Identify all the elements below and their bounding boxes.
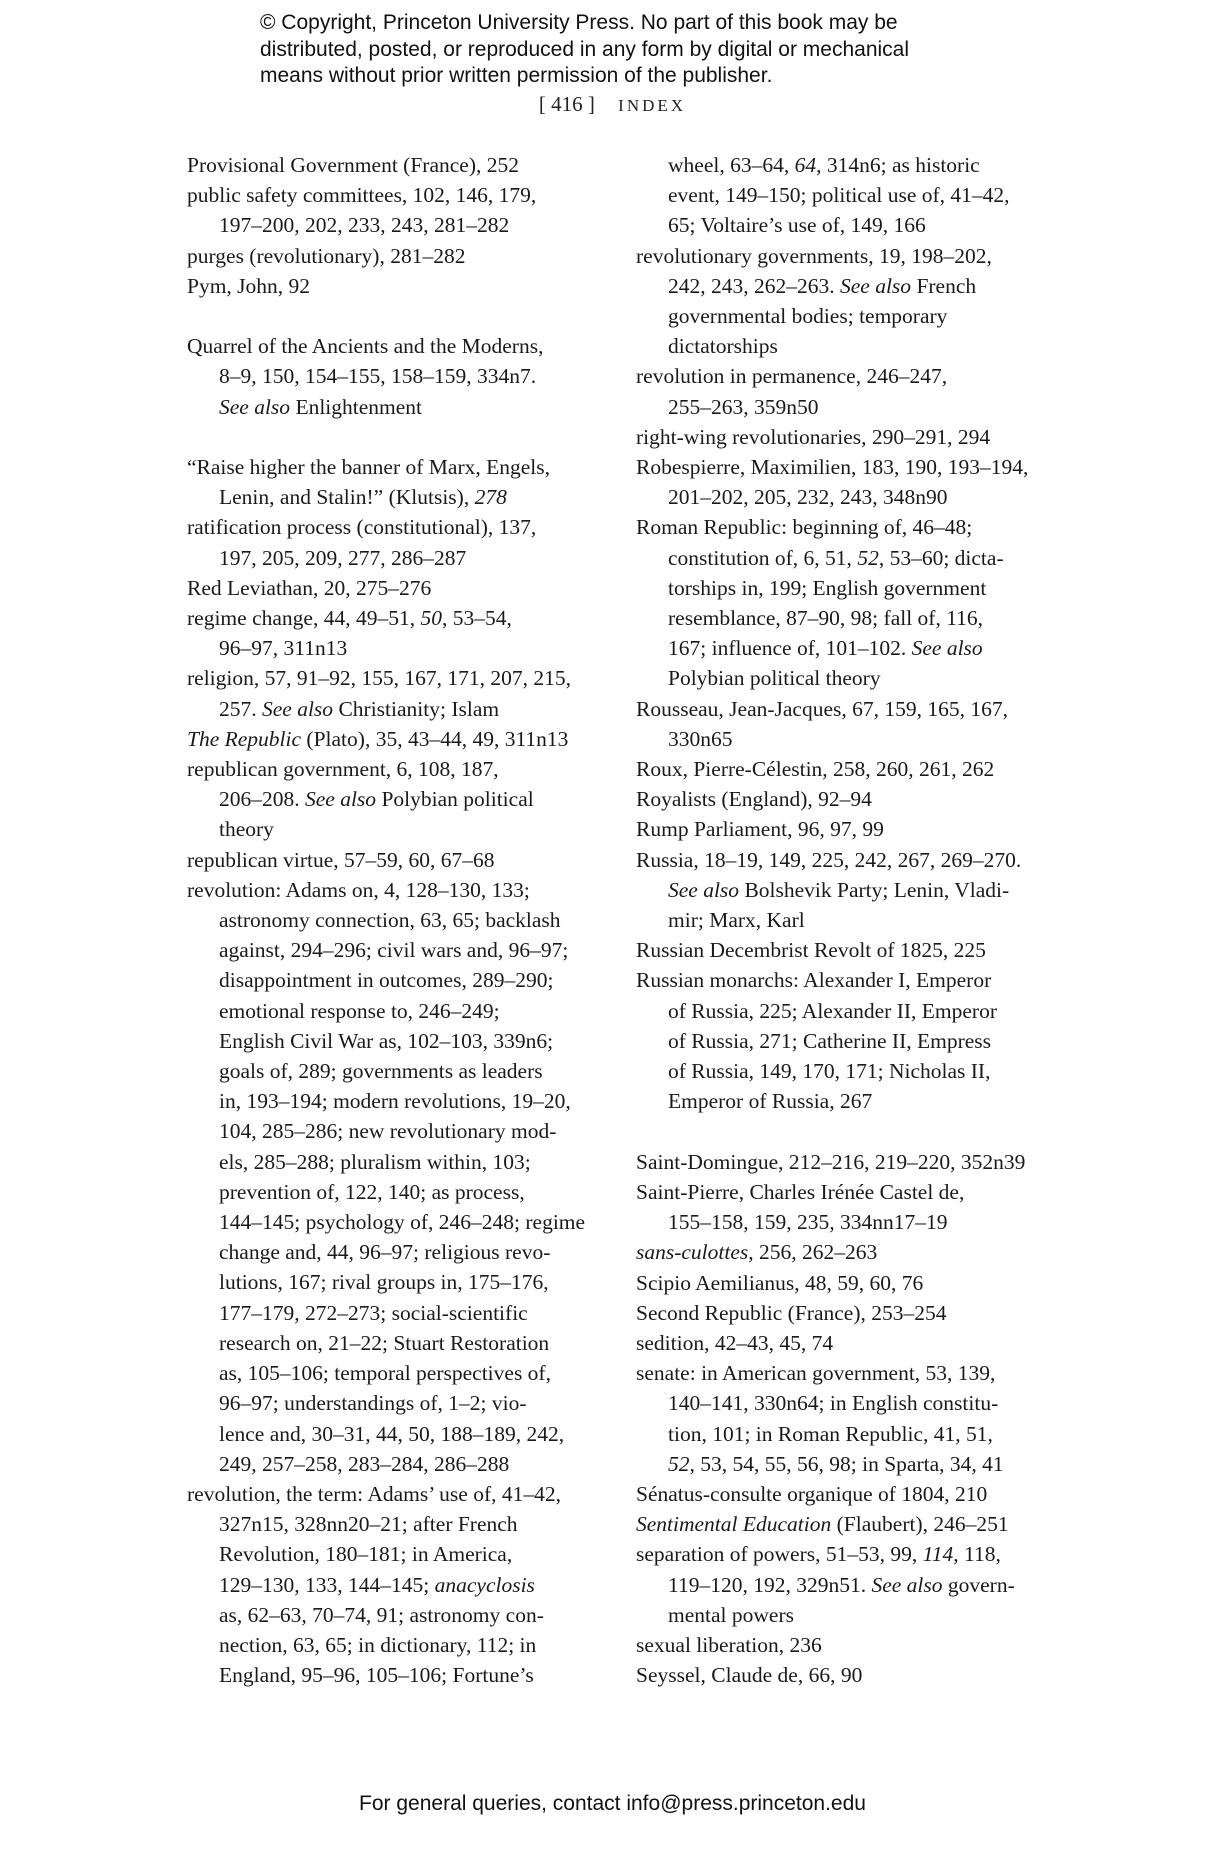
- index-entry: revolutionary governments, 19, 198–202, 242, 243, 262–263. See also French governmental bodies; temporary dictatorships: [636, 243, 992, 359]
- copyright-line: means without prior written permission of the publisher.: [260, 64, 773, 87]
- letter-gap: [187, 422, 597, 452]
- page-number: [ 416 ]: [538, 92, 595, 116]
- copyright-notice: [260, 10, 980, 90]
- index-entry: ratification process (constitutional), 137, 197, 205, 209, 277, 286–287: [187, 515, 537, 570]
- index-entry: revolution in permanence, 246–247, 255–263, 359n50: [636, 364, 948, 419]
- index-entry: Robespierre, Maximilien, 183, 190, 193–194, 201–202, 205, 232, 243, 348n90: [636, 455, 1029, 510]
- index-entry: Russian Decembrist Revolt of 1825, 225: [636, 938, 986, 963]
- index-entry: Provisional Government (France), 252: [187, 153, 519, 177]
- index-entry: Rousseau, Jean-Jacques, 67, 159, 165, 167, 330n65: [636, 696, 1009, 751]
- index-entry: Royalists (England), 92–94: [636, 787, 872, 812]
- letter-gap: [187, 301, 597, 331]
- index-entry: senate: in American government, 53, 139, 140–141, 330n64; in English constitu- tion, 101; in Roman Republic, 41, 51, 52, 53, 54, 55, 56, 98; in Sparta, 34, 41: [636, 1361, 1004, 1476]
- index-entry: regime change, 44, 49–51, 50, 53–54, 96–97, 311n13: [187, 606, 512, 661]
- letter-gap: [636, 1117, 1056, 1147]
- index-entry: religion, 57, 91–92, 155, 167, 171, 207, 215, 257. See also Christianity; Islam: [187, 666, 571, 721]
- index-entry: Sentimental Education (Flaubert), 246–251: [636, 1512, 1009, 1537]
- index-entry: Second Republic (France), 253–254: [636, 1300, 947, 1325]
- index-entry: right-wing revolutionaries, 290–291, 294: [636, 424, 991, 449]
- section-title: INDEX: [618, 96, 687, 115]
- copyright-line: distributed, posted, or reproduced in any form by digital or mechanical: [260, 37, 910, 61]
- copyright-line: © Copyright, Princeton University Press. No part of this book may be: [260, 11, 898, 34]
- running-head: [0, 92, 1225, 117]
- index-entry: Russian monarchs: Alexander I, Emperor of Russia, 225; Alexander II, Emperor of Russia, 271; Catherine II, Empress of Russia, 149, 170, 171; Nicholas II, Emperor of Russia, 267: [636, 968, 997, 1114]
- index-entry: Quarrel of the Ancients and the Moderns, 8–9, 150, 154–155, 158–159, 334n7. See also Enlightenment: [187, 334, 544, 419]
- index-entry: republican government, 6, 108, 187, 206–208. See also Polybian political theory: [187, 757, 534, 842]
- index-entry: Saint-Domingue, 212–216, 219–220, 352n39: [636, 1149, 1026, 1174]
- index-entry: Sénatus-consulte organique of 1804, 210: [636, 1481, 988, 1506]
- index-entry: Scipio Aemilianus, 48, 59, 60, 76: [636, 1270, 924, 1295]
- index-entry: sexual liberation, 236: [636, 1632, 822, 1657]
- index-column-left: [187, 150, 597, 1690]
- footer-contact: For general queries, contact info@press.princeton.edu: [359, 1792, 866, 1815]
- index-entry: sedition, 42–43, 45, 74: [636, 1330, 834, 1355]
- index-entry: The Republic (Plato), 35, 43–44, 49, 311n13: [187, 726, 569, 751]
- index-column-right: [636, 150, 1056, 1690]
- index-entry: Roman Republic: beginning of, 46–48; constitution of, 6, 51, 52, 53–60; dicta- torships in, 199; English government resemblance, 87–90, 98; fall of, 116, 167; influence of, 101–102. See also Polybian political theory: [636, 515, 1004, 691]
- index-entry: Pym, John, 92: [187, 273, 311, 298]
- index-entry: public safety committees, 102, 146, 179, 197–200, 202, 233, 243, 281–282: [187, 183, 537, 238]
- index-entry: sans-culottes, 256, 262–263: [636, 1240, 878, 1265]
- index-entry: revolution: Adams on, 4, 128–130, 133; astronomy connection, 63, 65; backlash against, 294–296; civil wars and, 96–97; disappointment in outcomes, 289–290; emotional response to, 246–249; English Civil War as, 102–103, 339n6; goals of, 289; governments as leaders in, 193–194; modern revolutions, 19–20, 104, 285–286; new revolutionary mod- els, 285–288; pluralism within, 103; prevention of, 122, 140; as process, 144–145; psychology of, 246–248; regime change and, 44, 96–97; religious revo- lutions, 167; rival groups in, 175–176, 177–179, 272–273; social-scientific research on, 21–22; Stuart Restoration as, 105–106; temporal perspectives of, 96–97; understandings of, 1–2; vio- lence and, 30–31, 44, 50, 188–189, 242, 249, 257–258, 283–284, 286–288: [187, 877, 586, 1476]
- index-entry: Roux, Pierre-Célestin, 258, 260, 261, 262: [636, 757, 995, 782]
- index-entry: Seyssel, Claude de, 66, 90: [636, 1663, 863, 1688]
- index-entry: Russia, 18–19, 149, 225, 242, 267, 269–270. See also Bolshevik Party; Lenin, Vladi- mir; Marx, Karl: [636, 847, 1022, 933]
- index-entry: “Raise higher the banner of Marx, Engels, Lenin, and Stalin!” (Klutsis), 278: [187, 455, 550, 510]
- index-entry: revolution, the term: Adams’ use of, 41–42, 327n15, 328nn20–21; after French Revolution, 180–181; in America, 129–130, 133, 144–145; anacyclosis as, 62–63, 70–74, 91; astronomy con- nection, 63, 65; in dictionary, 112; in England, 95–96, 105–106; Fortune’s: [187, 1481, 561, 1688]
- index-entry: purges (revolutionary), 281–282: [187, 243, 466, 268]
- index-entry: republican virtue, 57–59, 60, 67–68: [187, 847, 495, 872]
- index-entry: Saint-Pierre, Charles Irénée Castel de, 155–158, 159, 235, 334nn17–19: [636, 1179, 965, 1235]
- index-entry: separation of powers, 51–53, 99, 114, 118, 119–120, 192, 329n51. See also govern- mental powers: [636, 1542, 1015, 1627]
- index-entry: Rump Parliament, 96, 97, 99: [636, 817, 884, 842]
- index-entry: Red Leviathan, 20, 275–276: [187, 575, 432, 600]
- index-entry-continued: wheel, 63–64, 64, 314n6; as historic event, 149–150; political use of, 41–42, 65; Voltaire’s use of, 149, 166: [668, 153, 1010, 238]
